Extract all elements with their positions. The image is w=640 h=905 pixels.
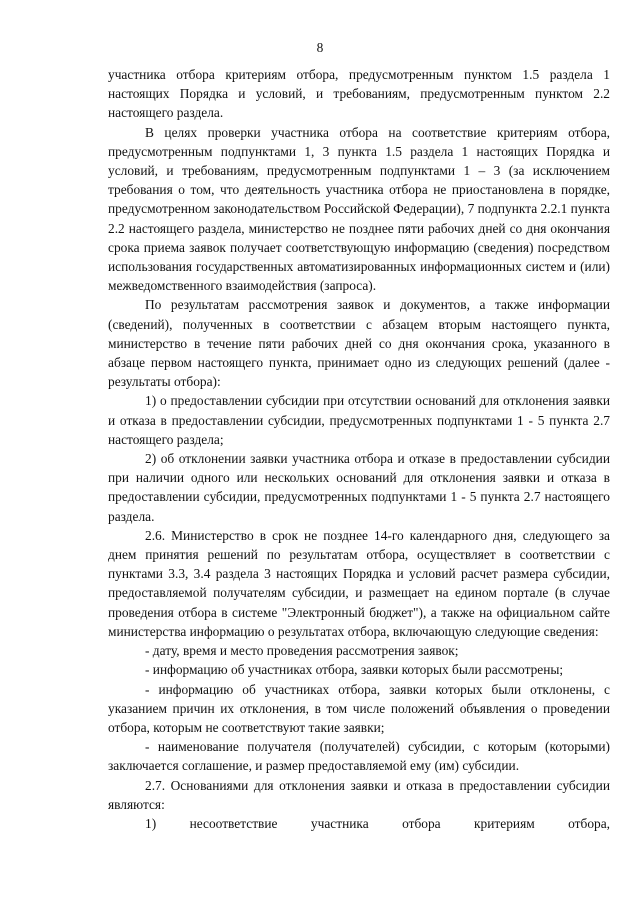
paragraph-2-7: 2.7. Основаниями для отклонения заявки и отказа в предоставлении субсидии являются: xyxy=(108,777,610,812)
list-item-rejected: - информацию об участниках отбора, заявки которых были отклонены, с указанием причин их отклонения, в том числе положений объявления о проведении отбора, которым не соответствуют такие заявки; xyxy=(108,681,610,735)
paragraph-continuation: участника отбора критериям отбора, предусмотренным пунктом 1.5 раздела 1 настоящих Порядка и условий, и требованиям, предусмотренным пунктом 2.2 настоящего раздела. xyxy=(108,67,610,121)
paragraph-decision-1: 1) о предоставлении субсидии при отсутствии оснований для отклонения заявки и отказа в предоставлении субсидии, предусмотренных подпунктами 1 - 5 пункта 2.7 настоящего раздела; xyxy=(108,393,610,447)
paragraph-results: По результатам рассмотрения заявок и документов, а также информации (сведений), полученных в соответствии с абзацем вторым настоящего пункта, министерство в течение пяти рабочих дней со дня окончания срока, указанного в абзаце первом настоящего пункта, принимает одно из следующих решений (далее - результаты отбора): xyxy=(108,297,610,390)
paragraph-verification: В целях проверки участника отбора на соответствие критериям отбора, предусмотренным подпунктами 1, 3 пункта 1.5 раздела 1 настоящих Порядка и условий, и требованиям, предусмотренным подпунктами 1 – 3 (за исключением требования о том, что деятельность участника отбора не приостановлена в порядке, предусмотренном законодательством Российской Федерации), 7 подпункта 2.2.1 пункта 2.2 настоящего раздела, министерство не позднее пяти рабочих дней со дня окончания срока приема заявок получает соответствующую информацию (сведения) посредством использования государственных автоматизированных информационных систем и (или) межведомственного взаимодействия (запроса). xyxy=(108,124,611,294)
paragraph-2-7-item-1: 1) несоответствие участника отбора критериям отбора, xyxy=(145,815,610,831)
document-body xyxy=(108,65,610,833)
list-item-recipient: - наименование получателя (получателей) субсидии, с которым (которыми) заключается соглашение, и размер предоставляемой ему (им) субсидии. xyxy=(108,739,610,774)
page-number: 8 xyxy=(316,40,324,55)
paragraph-2-6: 2.6. Министерство в срок не позднее 14-го календарного дня, следующего за днем принятия решений по результатам отбора, осуществляет в соответствии с пунктами 3.3, 3.4 раздела 3 настоящих Порядка и условий расчет размера субсидии, предоставляемой получателям субсидии, и размещает на едином портале (в случае проведения отбора в системе "Электронный бюджет"), а также на официальном сайте министерства информацию о результатах отбора, включающую следующие сведения: xyxy=(108,527,610,639)
list-item-date: - дату, время и место проведения рассмотрения заявок; xyxy=(145,643,459,659)
list-item-considered: - информацию об участниках отбора, заявки которых были рассмотрены; xyxy=(145,662,564,678)
paragraph-decision-2: 2) об отклонении заявки участника отбора и отказе в предоставлении субсидии при наличии одного или нескольких оснований для отклонения заявки и отказа в предоставлении субсидии, предусмотренных подпунктами 1 - 5 пункта 2.7 настоящего раздела. xyxy=(108,451,610,524)
